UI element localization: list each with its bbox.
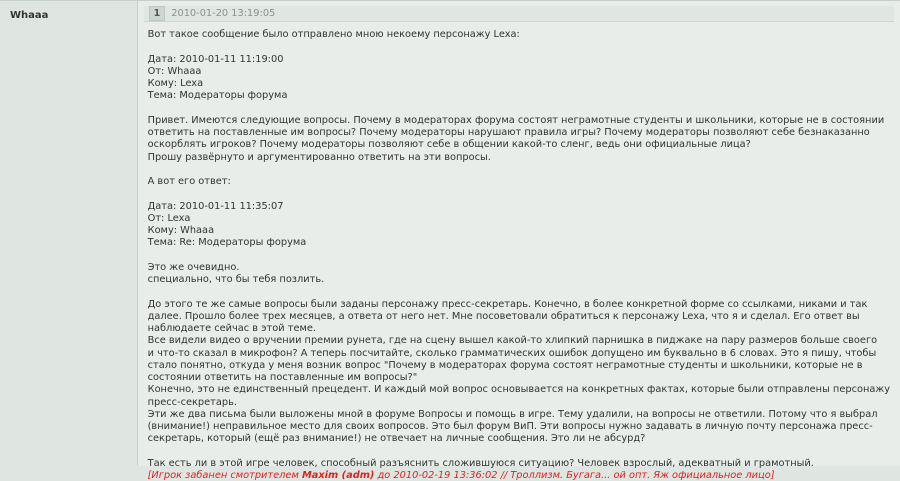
post-text-line: От: Lexa (147, 212, 191, 224)
post-text-line: Тема: Модераторы форума (147, 90, 288, 102)
post-text-line: пресс-секретарь. (147, 396, 237, 408)
post-text-line: Конечно, это не единственный прецедент. И каждый мой вопрос основывается на конкретных фактах, которые были отправлены персонажу (147, 384, 890, 396)
post-text-line: наблюдаете сейчас в этой теме. (147, 323, 317, 334)
post-body (138, 22, 900, 470)
blank-line (148, 250, 890, 262)
ban-prefix: [Игрок забанен смотрителем (147, 470, 302, 481)
blank-line (148, 41, 890, 53)
blank-line (148, 188, 890, 200)
post-text-line: Кому: Lexa (147, 78, 204, 89)
post-text-line: стало понятно, откуда у меня возник вопрос "Почему в модераторах форума состоят неграмотные студенты и школьники, которые не в (147, 359, 863, 371)
author-name[interactable]: Whaaa (10, 10, 49, 21)
post-text-line: оскорблять игроков? Почему модераторы позволяют себе в общении какой-то сленг, ведь они официальные лица? (147, 139, 751, 151)
post-text-line: состоянии ответить на поставленные им вопросы?" (147, 372, 418, 383)
author-column (0, 1, 138, 466)
blank-line (148, 286, 890, 298)
post-text-line: (внимание!) неправильное место для своих вопросов. Это был форум ВиП. Эти вопросы нужно задавать в личную почту персонажа пресс- (147, 421, 873, 432)
post-text-line: Тема: Re: Модераторы форума (147, 237, 307, 249)
post-text-line: секретарь, который (ещё раз внимание!) не отвечает на личные сообщения. Это ли не абсурд? (147, 433, 646, 445)
post-text-line: Это же очевидно. (147, 261, 240, 273)
post-text-line: Кому: Whaaa (147, 225, 215, 236)
blank-line (148, 164, 890, 176)
post-text-line: Дата: 2010-01-11 11:19:00 (147, 53, 284, 65)
post-text-line: и что-то сказал в микрофон? А теперь посчитайте, сколько грамматических ошибок допущено им буквально в 6 словах. Это я пишу, чтобы (147, 347, 877, 359)
post-text-line: Привет. Имеются следующие вопросы. Почему в модераторах форума состоят неграмотные студенты и школьники, которые не в состоянии (147, 114, 885, 126)
blank-line (148, 103, 890, 115)
ban-moderator: Maxim (adm) (301, 470, 375, 481)
post-text-line: До этого те же самые вопросы были заданы персонажу пресс-секретарь. Конечно, в более конкретной форме со ссылками, никами и так (147, 298, 868, 310)
post-text-line: ответить на поставленные им вопросы? Почему модераторы нарушают правила игры? Почему модераторы позволяют себе безнаказанно (147, 127, 870, 138)
post-text-line: Эти же два письма были выложены мной в форуме Вопросы и помощь в игре. Тему удалили, на вопросы не ответили. Потому что я выбрал (147, 408, 878, 420)
post-header (144, 6, 894, 22)
post-text-line: далее. Прошло более трех месяцев, а ответа от него нет. Мне посоветовали обратиться к персонажу Lexa, что я и сделал. Его ответ вы (147, 310, 860, 322)
post-text-line: Все видели видео о вручении премии рунета, где на сцену вышел какой-то хлипкий парнишка в пиджаке на пару размеров больше своего (147, 335, 878, 347)
post-date: 2010-01-20 13:19:05 (171, 8, 276, 19)
ban-notice (148, 470, 890, 481)
post-number[interactable]: 1 (149, 6, 166, 21)
post-text-line: А вот его ответ: (147, 176, 231, 187)
post-content-column (138, 1, 900, 481)
post-text-line: Прошу развёрнуто и аргументированно ответить на эти вопросы. (147, 151, 491, 163)
post-text-line: Вот такое сообщение было отправлено мною некоему персонажу Lexa: (147, 29, 520, 40)
blank-line (148, 446, 890, 458)
ban-suffix: до 2010-02-19 13:36:02 // Троллизм. Бугага... ой опт. Яж официальное лицо] (374, 470, 775, 481)
post-text-line: Так есть ли в этой игре человек, способный разъяснить сложившуюся ситуацию? Человек взрослый, адекватный и грамотный. (147, 457, 814, 469)
post-text-line: Дата: 2010-01-11 11:35:07 (147, 200, 284, 212)
post-text-line: От: Whaaa (147, 65, 202, 77)
post-text-line: специально, что бы тебя позлить. (147, 274, 325, 285)
